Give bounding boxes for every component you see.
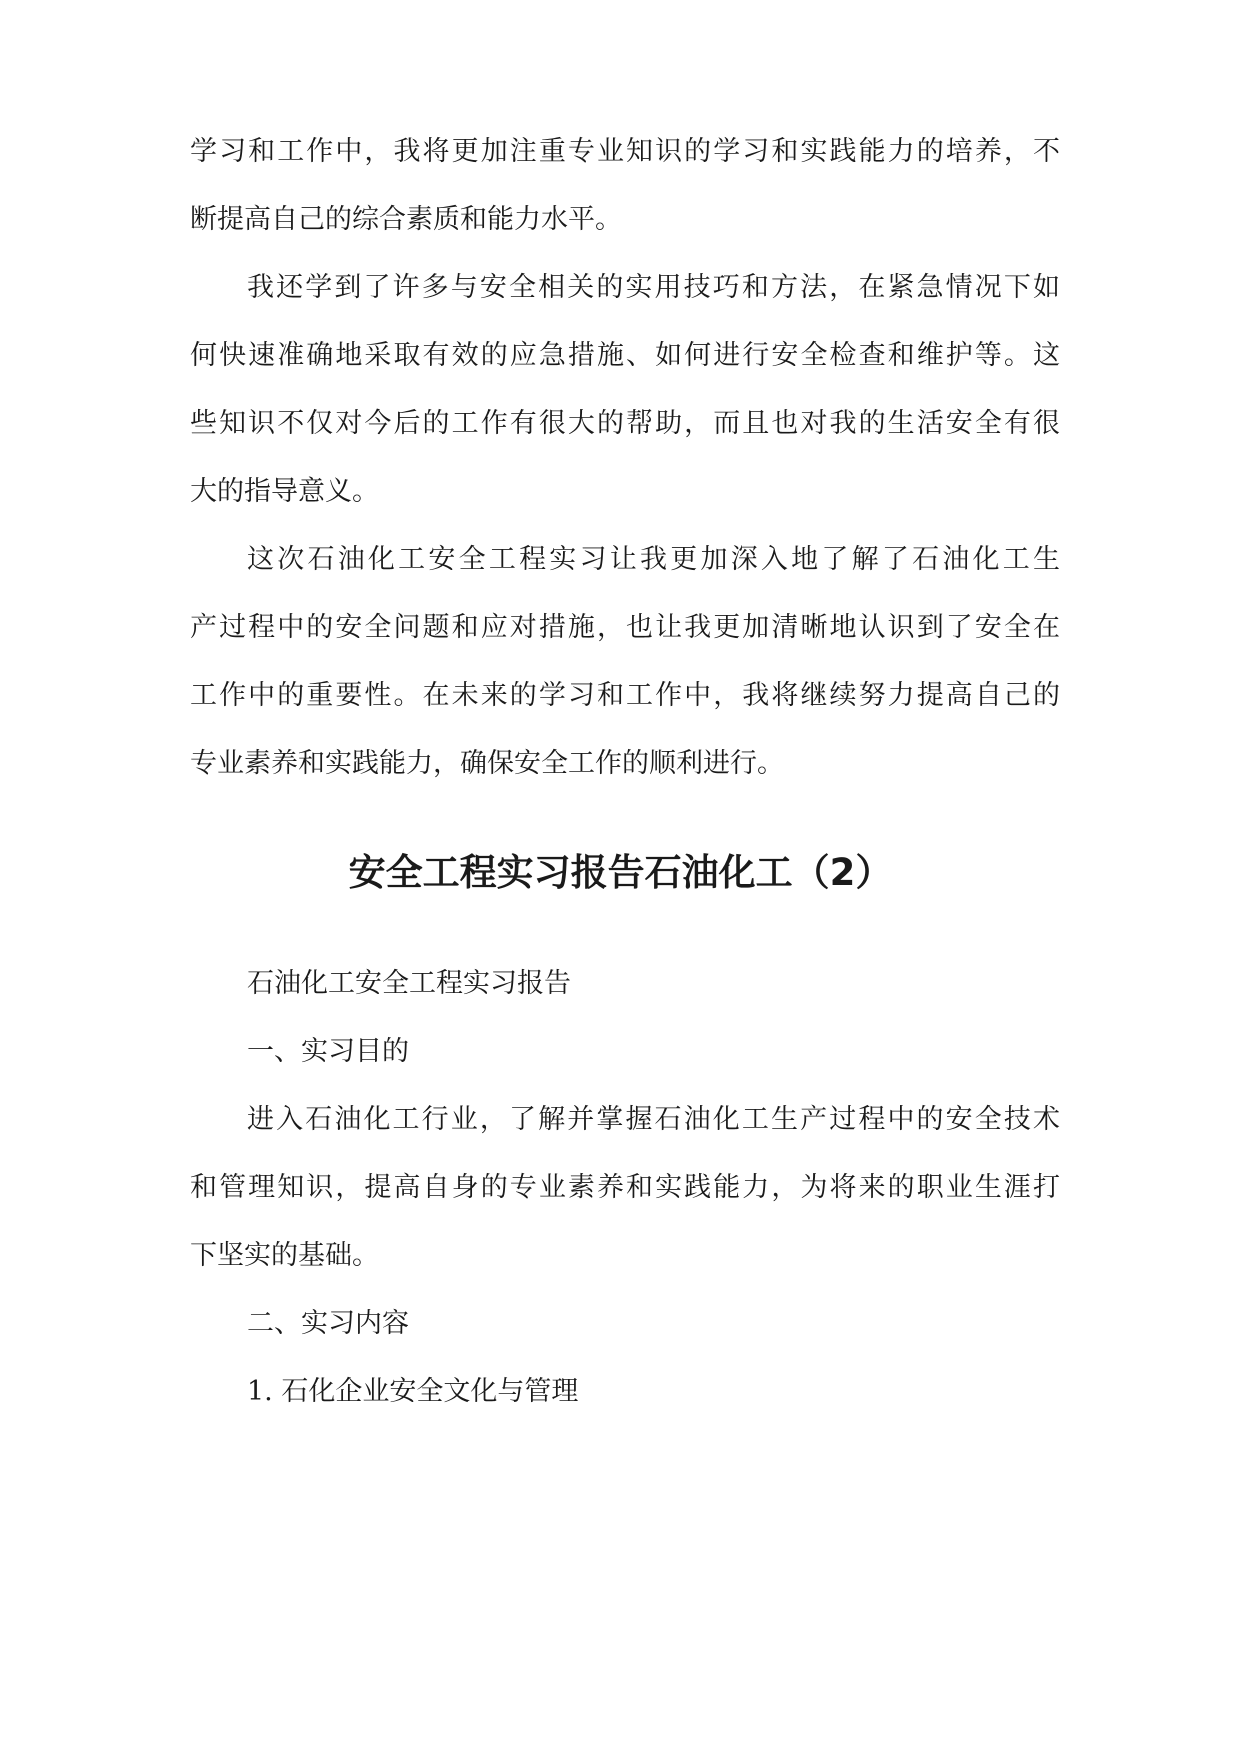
paragraph-line: 学习和工作中，我将更加注重专业知识的学习和实践能力的培养，不 — [190, 136, 1060, 167]
report-title: 石油化工安全工程实习报告 — [247, 968, 571, 999]
paragraph-line: 这次石油化工安全工程实习让我更加深入地了解了石油化工生 — [247, 544, 1060, 575]
paragraph-line: 工作中的重要性。在未来的学习和工作中，我将继续努力提高自己的 — [190, 680, 1060, 711]
content-item: 1. 石化企业安全文化与管理 — [247, 1376, 579, 1407]
paragraph-line: 我还学到了许多与安全相关的实用技巧和方法，在紧急情况下如 — [247, 272, 1060, 303]
paragraph-line: 专业素养和实践能力，确保安全工作的顺利进行。 — [190, 748, 784, 779]
paragraph-line: 进入石油化工行业，了解并掌握石油化工生产过程中的安全技术 — [247, 1104, 1060, 1135]
paragraph-line: 大的指导意义。 — [190, 476, 379, 507]
content-heading: 二、实习内容 — [247, 1308, 409, 1339]
paragraph-line: 些知识不仅对今后的工作有很大的帮助，而且也对我的生活安全有很 — [190, 408, 1060, 439]
purpose-heading: 一、实习目的 — [247, 1036, 409, 1067]
paragraph-line: 和管理知识，提高自身的专业素养和实践能力，为将来的职业生涯打 — [190, 1172, 1060, 1203]
section-title: 安全工程实习报告石油化工（2） — [348, 851, 893, 894]
paragraph-line: 下坚实的基础。 — [190, 1240, 379, 1271]
paragraph-line: 产过程中的安全问题和应对措施，也让我更加清晰地认识到了安全在 — [190, 612, 1060, 643]
paragraph-line: 断提高自己的综合素质和能力水平。 — [190, 204, 622, 235]
paragraph-line: 何快速准确地采取有效的应急措施、如何进行安全检查和维护等。这 — [190, 340, 1060, 371]
